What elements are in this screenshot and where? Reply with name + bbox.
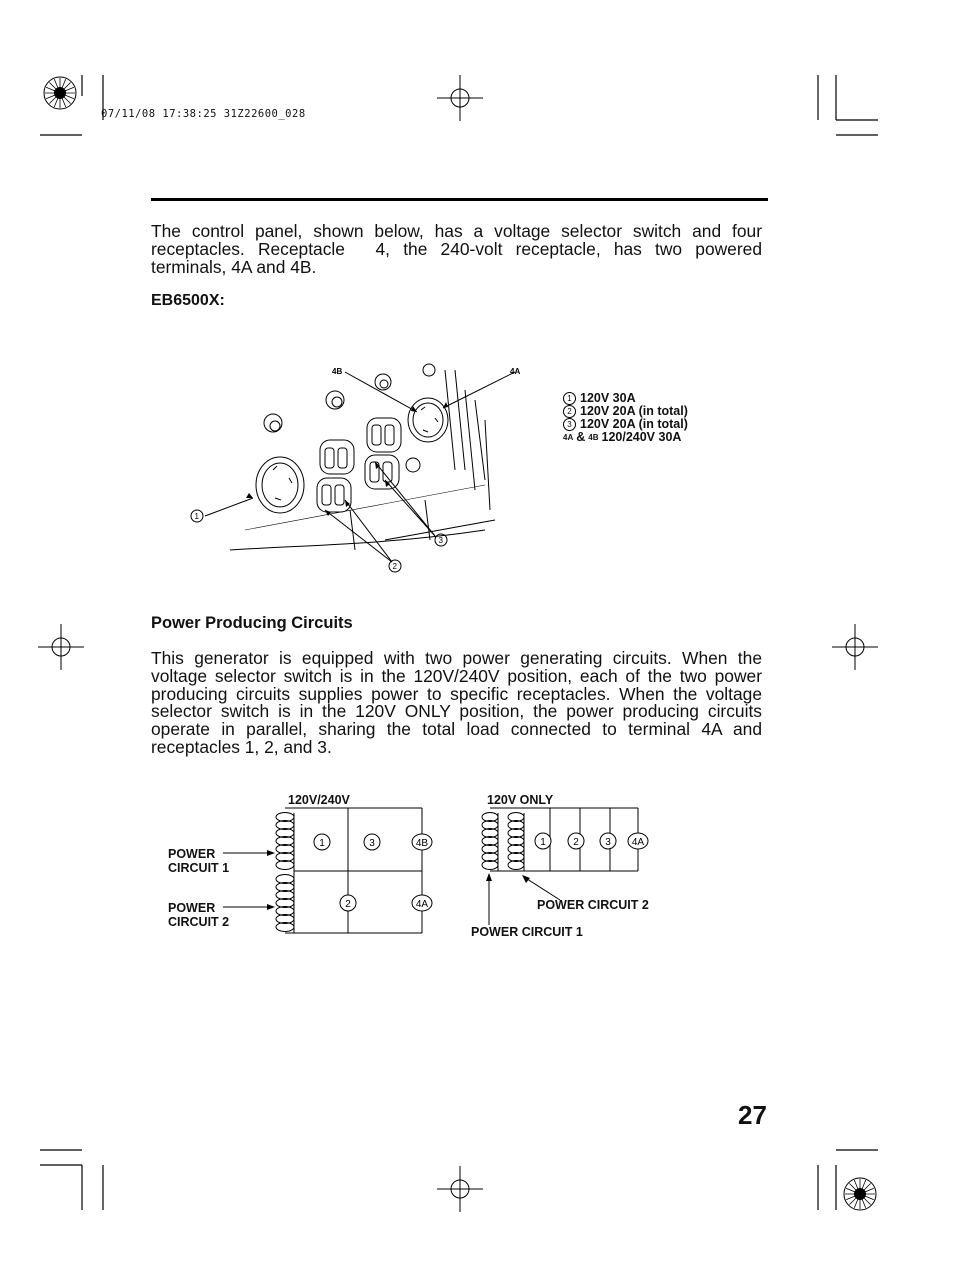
registration-crosshair-icon — [437, 75, 483, 121]
legend-row — [563, 431, 763, 444]
callout-2: 2 — [392, 562, 397, 571]
terminal-4b: 4B — [415, 838, 429, 849]
label-line: CIRCUIT 2 — [168, 915, 230, 929]
legend-mark-2: 2 — [563, 405, 576, 418]
starburst-registration-icon — [42, 75, 78, 111]
page-number: 27 — [738, 1100, 767, 1130]
terminal-3: 3 — [369, 838, 375, 849]
right-diagram-title: 120V ONLY — [487, 793, 554, 807]
section-heading: Power Producing Circuits — [151, 614, 353, 632]
label-line: CIRCUIT 1 — [168, 861, 230, 875]
left-diagram-title: 120V/240V — [288, 793, 350, 807]
intro-paragraph: The control panel, shown below, has a voltage selector switch and four receptacles. Receptacle 4, the 240-volt receptacle, has two powered terminals, 4A and 4B. — [151, 221, 762, 277]
legend-mark-4b: 4B — [588, 433, 599, 442]
left-circuit-diagram — [215, 805, 430, 940]
starburst-registration-icon — [842, 1176, 878, 1212]
terminal-4a: 4A — [415, 899, 429, 910]
terminal-3: 3 — [605, 837, 611, 848]
legend-mark-1: 1 — [563, 392, 576, 405]
registration-crosshair-icon — [832, 624, 878, 670]
receptacle-legend — [563, 392, 763, 444]
terminal-2: 2 — [573, 837, 579, 848]
registration-crosshair-icon — [38, 624, 84, 670]
coil-2 — [276, 875, 294, 932]
terminal-1: 1 — [540, 837, 546, 848]
model-heading: EB6500X: — [151, 292, 225, 309]
callout-4b: 4B — [332, 367, 343, 376]
coil-1 — [276, 813, 294, 870]
terminal-1: 1 — [319, 838, 325, 849]
callout-3: 3 — [438, 536, 443, 545]
coil-2 — [508, 813, 524, 870]
print-stamp: 07/11/08 17:38:25 31Z22600_028 — [101, 108, 306, 120]
control-panel-illustration — [185, 360, 521, 575]
callout-4a: 4A — [510, 367, 521, 376]
right-circuit-diagram — [470, 805, 660, 940]
power-circuit-2-label-right: POWER CIRCUIT 2 — [537, 898, 649, 912]
callout-1: 1 — [194, 512, 199, 521]
section-paragraph: This generator is equipped with two power generating circuits. When the voltage selector switch is in the 120V/240V position, each of the two power producing circuits supplies power to specific receptacles. When the voltage selector switch is in the 120V ONLY position, the power producing circuits operate in parallel, sharing the total load connected to terminal 4A and receptacles 1, 2, and 3. — [151, 648, 762, 757]
terminal-2: 2 — [345, 899, 351, 910]
legend-mark-3: 3 — [563, 418, 576, 431]
legend-text: 120V 20A (in total) — [580, 404, 688, 418]
legend-text: 120V 30A — [580, 391, 636, 405]
legend-mark-4a: 4A — [563, 433, 574, 442]
label-line: POWER — [168, 847, 216, 861]
terminal-4a: 4A — [631, 837, 645, 848]
label-line: POWER — [168, 901, 216, 915]
legend-text: 120V 20A (in total) — [580, 417, 688, 431]
legend-ampersand: & — [576, 430, 586, 444]
power-circuit-1-label-right: POWER CIRCUIT 1 — [471, 925, 583, 939]
legend-text: 120/240V 30A — [601, 430, 682, 444]
coil-1 — [482, 813, 498, 870]
registration-crosshair-icon — [437, 1166, 483, 1212]
header-rule — [151, 198, 768, 201]
